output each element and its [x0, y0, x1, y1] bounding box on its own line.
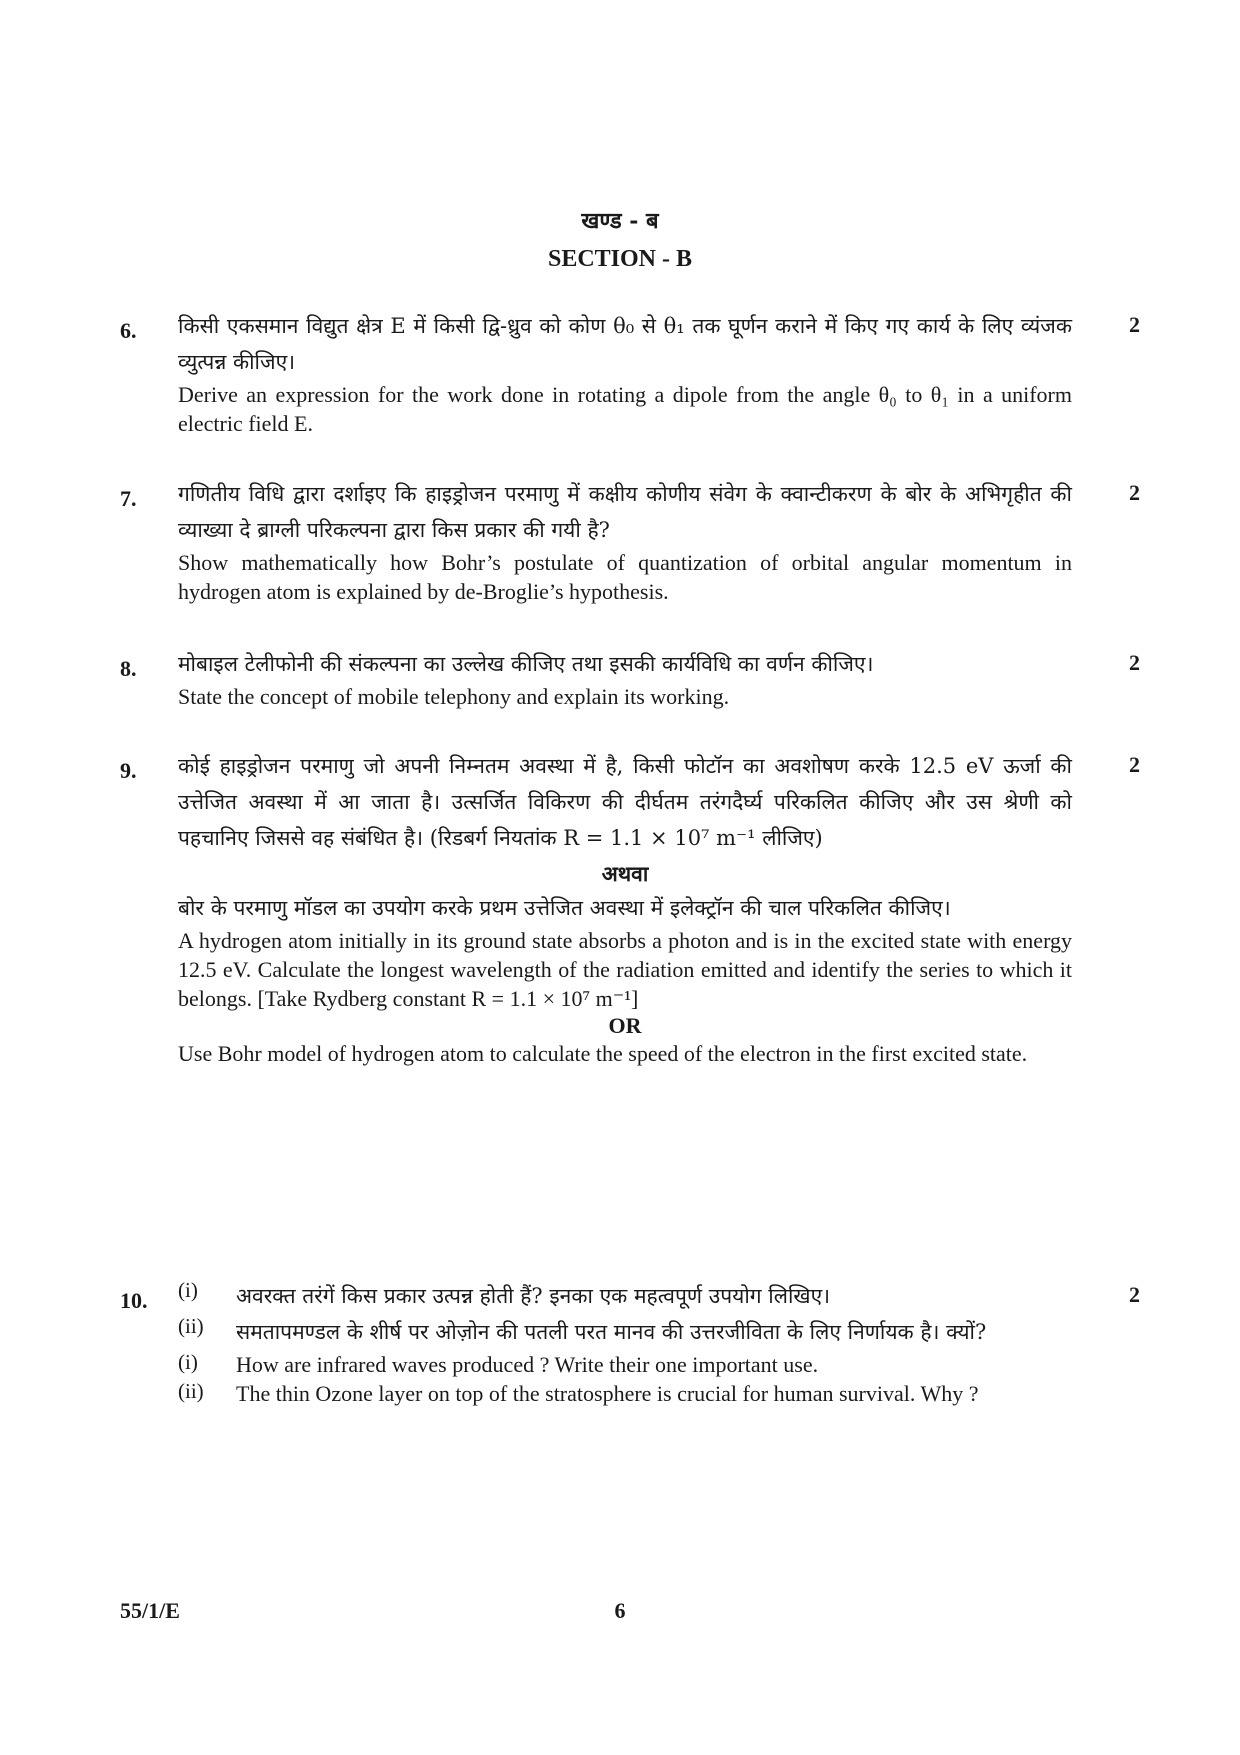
question-body	[178, 646, 1072, 711]
or-separator-hindi: अथवा	[601, 861, 649, 886]
section-title-english: SECTION - B	[547, 246, 693, 272]
question-body	[178, 308, 1072, 438]
sub-question-text-hindi: अवरक्त तरंगें किस प्रकार उत्पन्न होती हैं? इनका एक महत्वपूर्ण उपयोग लिखिए।	[236, 1284, 831, 1308]
question-marks: 2	[1129, 1282, 1140, 1307]
question-text-english: Show mathematically how Bohr’s postulate of quantization of orbital angular momentum in hydrogen atom is explained by de-Broglie’s hypothesis.	[178, 550, 1072, 604]
question-text-english: State the concept of mobile telephony and explain its working.	[178, 684, 730, 709]
section-title-hindi: खण्ड - ब	[581, 208, 659, 234]
sub-question-text-english: The thin Ozone layer on top of the stratosphere is crucial for human survival. Why ?	[236, 1381, 979, 1406]
question-number: 6.	[120, 318, 137, 343]
sub-question-label: (ii)	[178, 1314, 204, 1338]
or-separator-english: OR	[608, 1013, 642, 1038]
question-text-hindi: किसी एकसमान विद्युत क्षेत्र E में किसी द्वि-ध्रुव को कोण θ₀ से θ₁ तक घूर्णन कराने में किए गए कार्य के लिए व्यंजक व्युत्पन्न कीजिए।	[178, 314, 1072, 374]
question-text-english: Derive an expression for the work done in rotating a dipole from the angle θ₀ to θ₁ in a uniform electric field E.	[178, 382, 1072, 436]
question-text-hindi: मोबाइल टेलीफोनी की संकल्पना का उल्लेख कीजिए तथा इसकी कार्यविधि का वर्णन कीजिए।	[178, 652, 874, 676]
question-number: 10.	[120, 1288, 148, 1313]
question-body	[178, 1278, 1072, 1408]
question-text-hindi: गणितीय विधि द्वारा दर्शाइए कि हाइड्रोजन परमाणु में कक्षीय कोणीय संवेग के क्वान्टीकरण के बोर के अभिगृहीत की व्याख्या दे ब्राग्ली परिकल्पना द्वारा किस प्रकार की गयी है?	[178, 482, 1072, 542]
sub-question-label: (i)	[178, 1278, 198, 1302]
question-text-hindi: कोई हाइड्रोजन परमाणु जो अपनी निम्नतम अवस्था में है, किसी फोटॉन का अवशोषण करके 12.5 eV ऊर्जा की उत्तेजित अवस्था में आ जाता है। उत्सर्जित विकिरण की दीर्घतम तरंगदैर्घ्य परिकलित कीजिए और उस श्रेणी को पहचानिए जिससे वह संबंधित है। (रिडबर्ग नियतांक R = 1.1 × 10⁷ m⁻¹ लीजिए)	[178, 754, 1072, 850]
sub-question-english	[178, 1350, 1072, 1379]
sub-question-hindi	[178, 1278, 1072, 1314]
sub-question-text-english: How are infrared waves produced ? Write their one important use.	[236, 1352, 819, 1377]
question-text-english: A hydrogen atom initially in its ground state absorbs a photon and is in the excited state with energy 12.5 eV. Calculate the longest wavelength of the radiation emitted and identify the series to which it belongs. [Take Rydberg constant R = 1.1 × 10⁷ m⁻¹]	[178, 928, 1072, 1011]
page-number: 6	[614, 1598, 626, 1623]
question-body	[178, 748, 1072, 1068]
question-marks: 2	[1129, 752, 1140, 777]
question-number: 7.	[120, 486, 137, 511]
question-body	[178, 476, 1072, 606]
sub-question-english	[178, 1379, 1072, 1408]
question-marks: 2	[1129, 650, 1140, 675]
question-marks: 2	[1129, 312, 1140, 337]
question-alt-text-english: Use Bohr model of hydrogen atom to calculate the speed of the electron in the first excited state.	[178, 1041, 1028, 1066]
question-marks: 2	[1129, 480, 1140, 505]
sub-question-hindi	[178, 1314, 1072, 1350]
question-number: 8.	[120, 656, 137, 681]
sub-question-text-hindi: समतापमण्डल के शीर्ष पर ओज़ोन की पतली परत मानव की उत्तरजीविता के लिए निर्णायक है। क्यों?	[236, 1320, 987, 1344]
question-number: 9.	[120, 758, 137, 783]
question-alt-text-hindi: बोर के परमाणु मॉडल का उपयोग करके प्रथम उत्तेजित अवस्था में इलेक्ट्रॉन की चाल परिकलित कीजिए।	[178, 896, 951, 920]
paper-code: 55/1/E	[120, 1598, 180, 1623]
sub-question-label: (ii)	[178, 1379, 204, 1403]
sub-question-label: (i)	[178, 1350, 198, 1374]
